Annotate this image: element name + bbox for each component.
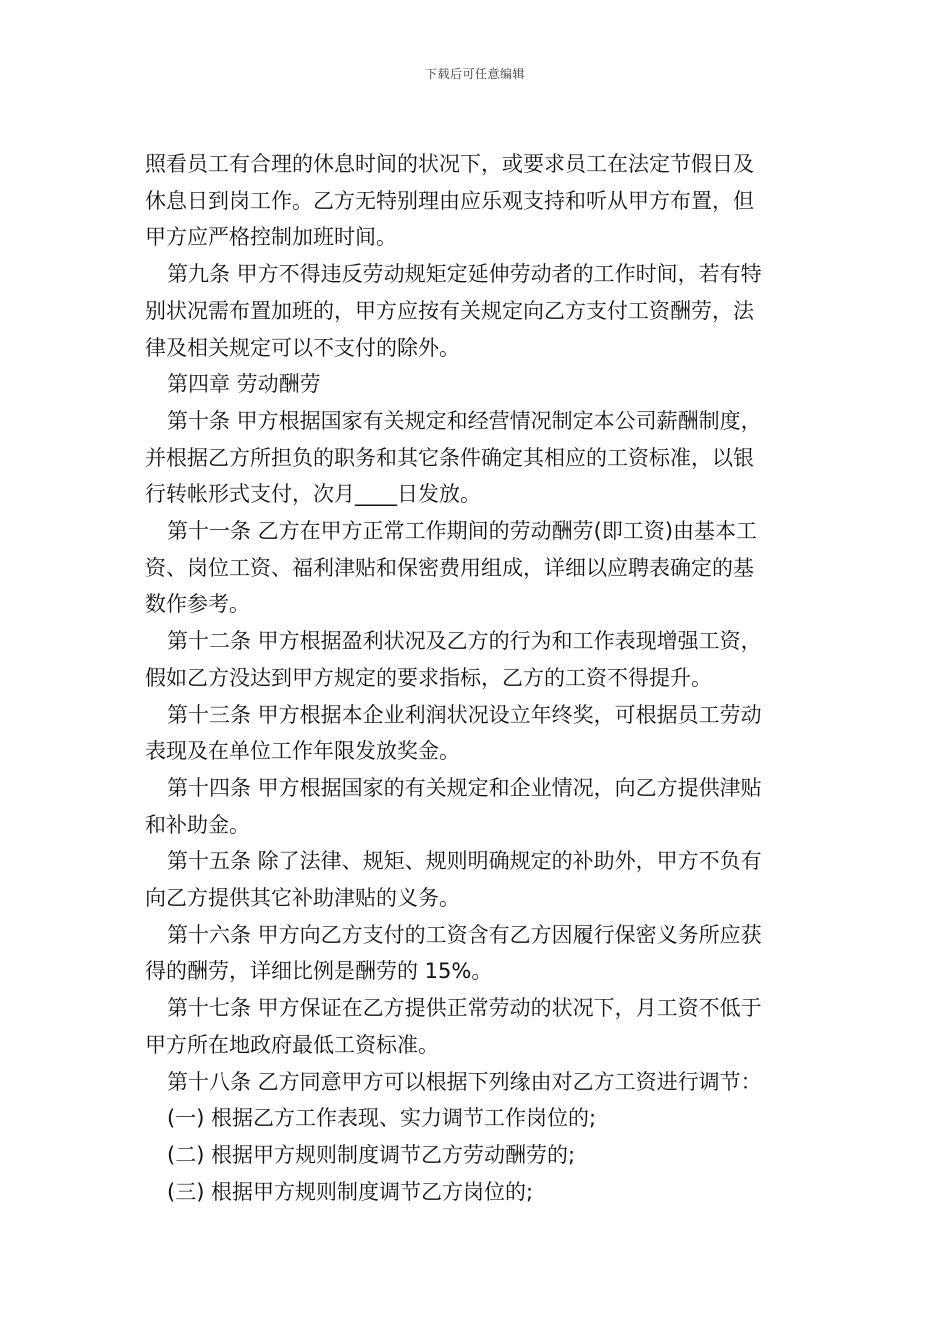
text-line: 行转帐形式支付，次月____日发放。	[145, 482, 481, 507]
text-line: 第十二条 甲方根据盈利状况及乙方的行为和工作表现增强工资，	[167, 629, 762, 654]
text-line: 律及相关规定可以不支付的除外。	[145, 335, 460, 360]
document-body	[145, 146, 810, 1210]
text-line: 第九条 甲方不得违反劳动规矩定延伸劳动者的工作时间，若有特	[167, 262, 762, 287]
text-line: 第十一条 乙方在甲方正常工作期间的劳动酬劳(即工资)由基本工	[167, 519, 758, 544]
text-line: 表现及在单位工作年限发放奖金。	[145, 739, 460, 764]
text-line: 资、岗位工资、福利津贴和保密费用组成，详细以应聘表确定的基	[145, 555, 754, 580]
text-line: 第十七条 甲方保证在乙方提供正常劳动的状况下，月工资不低于	[167, 996, 762, 1021]
chapter-heading: 第四章 劳动酬劳	[167, 372, 321, 397]
list-item: (一) 根据乙方工作表现、实力调节工作岗位的;	[167, 1106, 597, 1131]
text-line: 向乙方提供其它补助津贴的义务。	[145, 886, 460, 911]
list-item: (三) 根据甲方规则制度调节乙方岗位的;	[167, 1179, 534, 1204]
text-line: 和补助金。	[145, 812, 250, 837]
text-line: 假如乙方没达到甲方规定的要求指标，乙方的工资不得提升。	[145, 665, 712, 690]
text-line: 数作参考。	[145, 592, 250, 617]
text-line: 甲方应严格控制加班时间。	[145, 225, 397, 250]
text-line: 第十五条 除了法律、规矩、规则明确规定的补助外，甲方不负有	[167, 849, 762, 874]
text-line: 第十八条 乙方同意甲方可以根据下列缘由对乙方工资进行调节：	[167, 1069, 762, 1094]
text-line: 并根据乙方所担负的职务和其它条件确定其相应的工资标准，以银	[145, 445, 754, 470]
text-line: 甲方所在地政府最低工资标准。	[145, 1032, 439, 1057]
text-line: 照看员工有合理的休息时间的状况下，或要求员工在法定节假日及	[145, 152, 754, 176]
text-line: 得的酬劳，详细比例是酬劳的 15%。	[145, 959, 493, 984]
text-line: 休息日到岗工作。乙方无特别理由应乐观支持和听从甲方布置，但	[145, 188, 754, 213]
text-line: 别状况需布置加班的，甲方应按有关规定向乙方支付工资酬劳，法	[145, 298, 754, 323]
text-line: 第十四条 甲方根据国家的有关规定和企业情况，向乙方提供津贴	[167, 775, 762, 800]
page-header-note: 下载后可任意编辑	[424, 67, 525, 81]
list-item: (二) 根据甲方规则制度调节乙方劳动酬劳的;	[167, 1142, 576, 1167]
text-line: 第十条 甲方根据国家有关规定和经营情况制定本公司薪酬制度，	[167, 408, 762, 433]
text-line: 第十六条 甲方向乙方支付的工资含有乙方因履行保密义务所应获	[167, 922, 762, 947]
text-line: 第十三条 甲方根据本企业利润状况设立年终奖，可根据员工劳动	[167, 702, 762, 727]
